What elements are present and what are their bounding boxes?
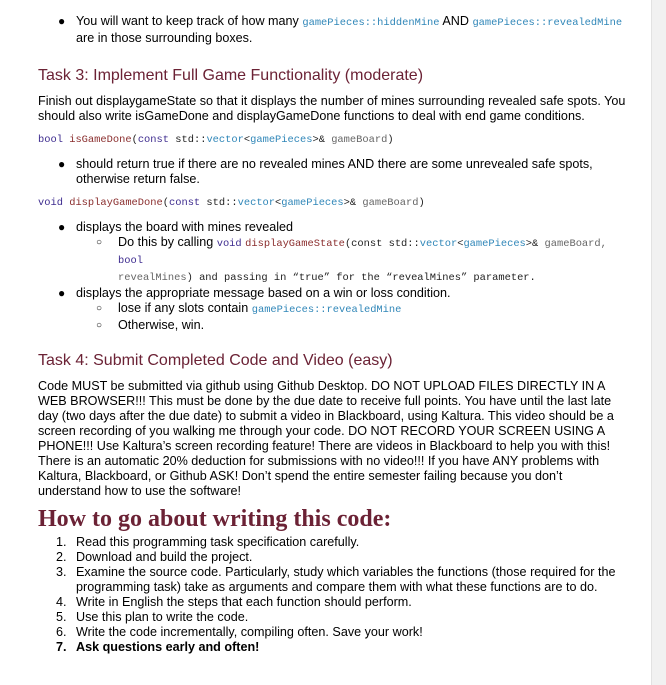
displaygamedone-bullet-1-text: displays the board with mines revealed — [76, 220, 294, 234]
displaygamedone-bullet-2-text: displays the appropriate message based on a win or loss condition. — [76, 286, 451, 300]
isgamedone-bullet-text: should return true if there are no revealed mines AND there are some unrevealed safe spots, otherwise return false. — [76, 157, 593, 186]
displaygamedone-subbullet-1: ○ Do this by calling void displayGameState(const std::vector<gamePieces>& gameBoard, bool revealMines) and passing in “true” for the “revealMines” parameter. — [96, 235, 607, 284]
howto-step-3: 3. Examine the source code. Particularly, study which variables the functions (those required for the programming task) take as arguments and compare them with what these functions are to do. — [56, 565, 616, 594]
intro-code-hiddenmine: gamePieces::hiddenMine — [302, 17, 440, 29]
howto-step-5: 5. Use this plan to write the code. — [56, 610, 249, 624]
displaygamedone-subbullet-3 — [38, 318, 628, 333]
bullet-glyph: ● — [58, 157, 66, 171]
vertical-scrollbar[interactable] — [651, 0, 666, 685]
subbullet-2-code: gamePieces::revealedMine — [251, 304, 402, 316]
document-content — [38, 14, 628, 655]
intro-code-revealedmine: gamePieces::revealedMine — [472, 17, 623, 29]
intro-text-post: are in those surrounding boxes. — [76, 31, 253, 45]
task3-heading: Task 3: Implement Full Game Functionality (moderate) — [38, 67, 424, 84]
displaygamedone-bullet-1 — [38, 220, 628, 235]
displaygamedone-bullet-2 — [38, 286, 628, 301]
subbullet-1-pre: Do this by calling — [118, 235, 217, 249]
howto-step-7: 7. Ask questions early and often! — [56, 640, 260, 654]
bullet-glyph: ● — [58, 220, 66, 234]
task4-description: Code MUST be submitted via github using Github Desktop. DO NOT UPLOAD FILES DIRECTLY IN A WEB BROWSER!!! This must be done by the due date to receive full points. You have until the last late day (two days after the due date) to submit a video in Blackboard, using Kaltura. This video should be a screen recording of you walking me through your code. DO NOT RECORD YOUR SCREEN USING A PHONE!!! Use Kaltura’s screen recording feature! There are videos in Blackboard to help you with this! There is an automatic 20% deduction for submissions with no video!!! If you have ANY problems with Kaltura, Blackboard, or Github ASK! Don’t spend the entire semester failing because you don’t understand how to use the software! — [38, 379, 614, 498]
howto-step-6: 6. Write the code incrementally, compiling often. Save your work! — [56, 625, 423, 639]
isgamedone-signature: bool isGameDone(const std::vector<gamePieces>& gameBoard) — [38, 134, 394, 146]
bullet-glyph: ● — [58, 286, 66, 300]
howto-step-2: 2. Download and build the project. — [56, 550, 253, 564]
intro-bullet — [38, 14, 628, 46]
displaygamedone-signature: void displayGameDone(const std::vector<gamePieces>& gameBoard) — [38, 197, 425, 209]
bullet-glyph: ● — [58, 14, 66, 28]
circle-glyph: ○ — [96, 320, 103, 331]
subbullet-3-text: Otherwise, win. — [118, 318, 205, 332]
howto-step-1: 1. Read this programming task specification carefully. — [56, 535, 360, 549]
displaygamedone-subbullet-2 — [38, 301, 628, 318]
task3-description: Finish out displaygameState so that it displays the number of mines surrounding revealed safe spots. You should also write isGameDone and displayGameDone functions to deal with end game conditions. — [38, 94, 626, 123]
subbullet-2-pre: lose if any slots contain — [118, 301, 252, 315]
intro-text-mid: AND — [439, 14, 473, 28]
isgamedone-bullet — [38, 157, 628, 187]
howto-heading: How to go about writing this code: — [38, 506, 392, 532]
howto-step-4: 4. Write in English the steps that each function should perform. — [56, 595, 412, 609]
intro-text-pre: You will want to keep track of how many — [76, 14, 303, 28]
circle-glyph: ○ — [96, 237, 103, 248]
howto-steps-list — [38, 535, 628, 655]
circle-glyph: ○ — [96, 303, 103, 314]
task4-heading: Task 4: Submit Completed Code and Video (easy) — [38, 352, 393, 369]
